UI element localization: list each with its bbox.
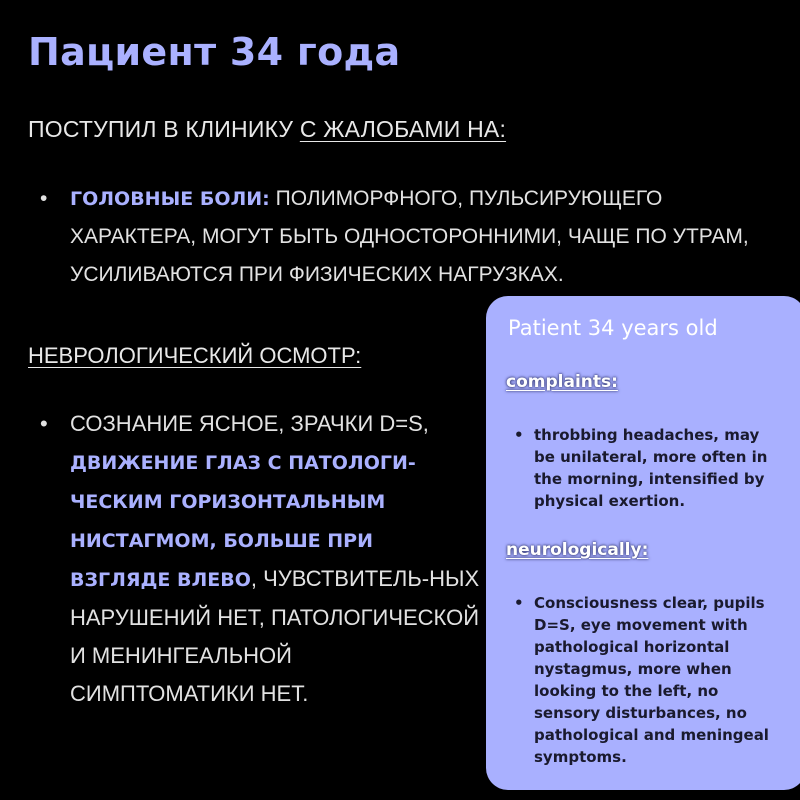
- translation-card: [486, 296, 800, 790]
- card-title: Patient 34 years old: [508, 316, 718, 340]
- intro-line: [28, 116, 506, 143]
- complaint-bullet: [40, 180, 760, 294]
- bullet-icon: •: [40, 187, 48, 210]
- neuro-highlight: ДВИЖЕНИЕ ГЛАЗ С ПАТОЛОГИ-ЧЕСКИМ ГОРИЗОНТАЛЬНЫМ НИСТАГМОМ, БОЛЬШЕ ПРИ ВЗГЛЯДЕ ВЛЕВО: [70, 452, 416, 591]
- bullet-icon: •: [514, 594, 524, 612]
- card-neuro-list: [514, 592, 784, 768]
- card-neuro-label: neurologically:: [506, 540, 649, 560]
- neuro-text-block: [70, 405, 480, 713]
- intro-underlined: С ЖАЛОБАМИ НА:: [299, 116, 507, 142]
- neuro-heading: НЕВРОЛОГИЧЕСКИЙ ОСМОТР:: [28, 343, 362, 368]
- complaint-text-block: [70, 180, 760, 294]
- card-complaints-label: complaints:: [506, 372, 618, 392]
- neuro-bullet: [40, 405, 480, 713]
- bullet-icon: •: [514, 426, 524, 444]
- complaint-text: ПОЛИМОРФНОГО, ПУЛЬСИРУЮЩЕГО ХАРАКТЕРА, МОГУТ БЫТЬ ОДНОСТОРОННИМИ, ЧАЩЕ ПО УТРАМ, УСИЛИВАЮТСЯ ПРИ ФИЗИЧЕСКИХ НАГРУЗКАХ.: [70, 187, 749, 286]
- bullet-icon: •: [40, 411, 48, 436]
- card-neuro-text: Consciousness clear, pupils D=S, eye movement with pathological horizontal nystagmus, more when looking to the left, no sensory disturbances, no pathological and meningeal symptoms.: [534, 594, 769, 766]
- card-complaints-list: [514, 424, 784, 512]
- neuro-text-2: , ЧУВСТВИТЕЛЬ-НЫХ НАРУШЕНИЙ НЕТ, ПАТОЛОГИЧЕСКОЙ И МЕНИНГЕАЛЬНОЙ СИМПТОМАТИКИ НЕТ.: [70, 566, 480, 706]
- intro-text: ПОСТУПИЛ В КЛИНИКУ: [28, 116, 300, 142]
- page-title: Пациент 34 года: [28, 30, 401, 74]
- card-complaints-text: throbbing headaches, may be unilateral, more often in the morning, intensified by physical exertion.: [534, 426, 768, 510]
- complaint-highlight: ГОЛОВНЫЕ БОЛИ:: [70, 188, 270, 210]
- neuro-text-1: СОЗНАНИЕ ЯСНОЕ, ЗРАЧКИ D=S,: [70, 411, 429, 436]
